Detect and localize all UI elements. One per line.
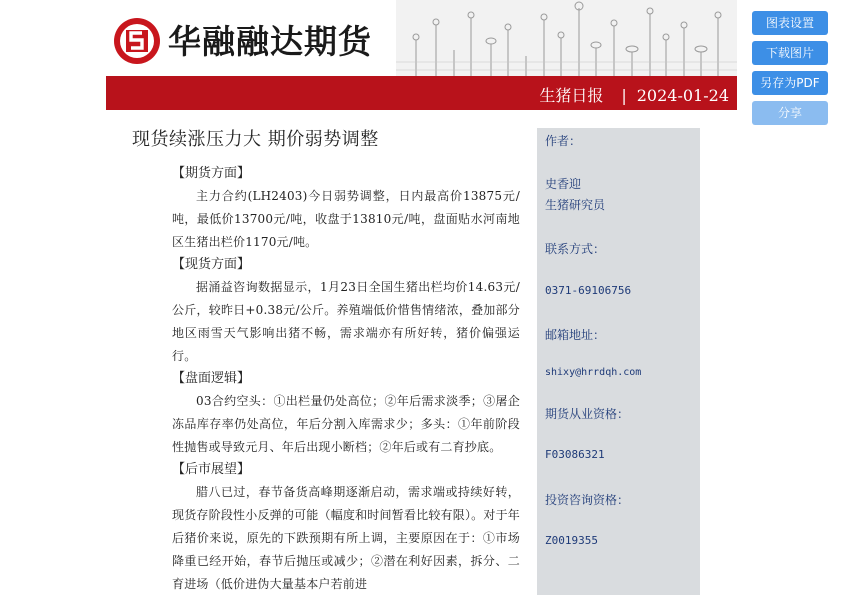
brand-logo-icon [112,16,162,66]
invest-cert-label: 投资咨询资格： [545,493,630,507]
email-label: 邮箱地址： [545,328,606,342]
share-button[interactable]: 分享 [752,101,828,125]
section-text: 主力合约(LH2403)今日弱势调整，日内最高价13875元/吨，最低价13700元/吨，收盘于13810元/吨，盘面贴水河南地区生猪出栏价1170元/吨。 [172,189,520,249]
section-heading: 【后市展望】 [172,462,251,477]
section-heading: 【现货方面】 [172,257,251,272]
title-bar [106,76,737,110]
chart-settings-button[interactable]: 图表设置 [752,11,828,35]
author-name: 史香迎 [545,177,582,191]
futures-cert-label: 期货从业资格： [545,407,630,421]
author-label: 作者： [545,134,582,148]
author-sidebar [537,128,700,595]
section-text: 03合约空头：①出栏量仍处高位；②年后需求淡季；③屠企冻品库存率仍处高位，年后分割入库需求少；多头：①年前阶段性抛售或导致元月、年后出现小断档；②年后或有二育抄底。 [172,394,520,454]
section-heading: 【盘面逻辑】 [172,371,251,386]
save-pdf-button[interactable]: 另存为PDF [752,71,828,95]
section-heading: 【期货方面】 [172,166,251,181]
header-separator: | [621,86,627,105]
article-title: 现货续涨压力大 期价弱势调整 [132,129,379,150]
decorative-banner [396,0,737,76]
section-text: 腊八已过，春节备货高峰期逐渐启动，需求端或持续好转，现货存阶段性小反弹的可能（幅度和时间暂看比较有限）。对于年后猪价来说，原先的下跌预期有所上调，主要原因在于：①市场降重已经开始，春节后抛压或减少；②潜在利好因素，拆分、二育进场（低价进伪大量基本户若前进 [172,485,520,591]
brand-name: 华融融达期货 [168,22,372,61]
article [132,125,520,596]
logo-area [106,0,396,76]
invest-cert-number: Z0019355 [545,534,598,547]
contact-label: 联系方式： [545,242,606,256]
email-address: shixy@hrrdqh.com [545,367,642,378]
futures-cert-number: F03086321 [545,448,605,461]
phone-number: 0371-69106756 [545,284,632,297]
report-type: 生猪日报 [539,86,604,105]
download-image-button[interactable]: 下载图片 [752,41,828,65]
report-date: 2024-01-24 [636,86,729,105]
report-info [539,83,729,106]
author-role: 生猪研究员 [545,198,606,212]
section-text: 据涌益咨询数据显示，1月23日全国生猪出栏均价14.63元/公斤，较昨日+0.38元/公斤。养殖端低价惜售情绪浓，叠加部分地区雨雪天气影响出猪不畅，需求端亦有所好转，猪价偏强运行。 [172,280,520,363]
report-header [106,0,737,110]
